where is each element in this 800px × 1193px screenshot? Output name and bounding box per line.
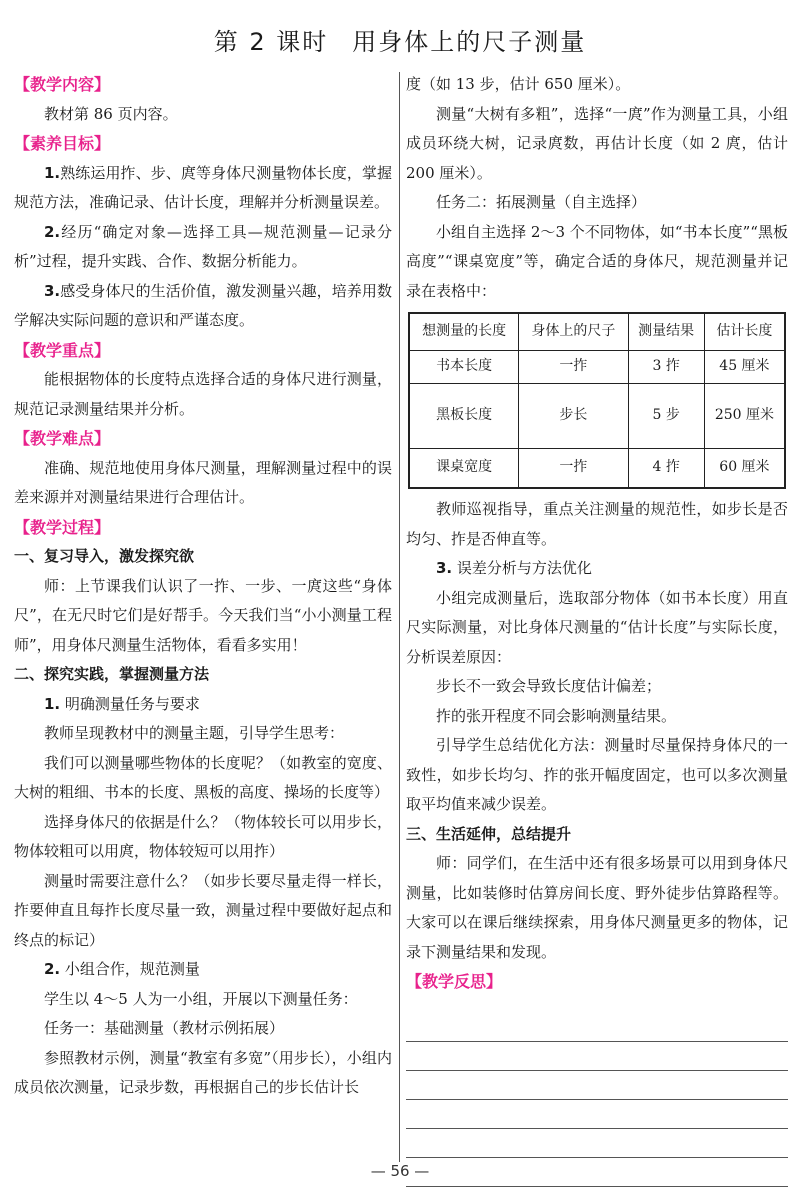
section-1-title: 一、复习导入，激发探究欲 (14, 547, 195, 565)
writing-line (406, 1071, 788, 1100)
right-column (406, 70, 788, 1187)
error-reason: 拃的张开程度不同会影响测量结果。 (436, 706, 677, 725)
table-cell: 一拃 (519, 449, 628, 489)
goal-item: 2.经历“确定对象—选择工具—规范测量—记录分析”过程，提升实践、合作、数据分析能力。 (14, 222, 392, 270)
table-cell: 4 拃 (628, 449, 704, 489)
difficulty-text: 准确、规范地使用身体尺测量，理解测量过程中的误差来源并对测量结果进行合理估计。 (14, 458, 392, 506)
task-2-title: 任务二：拓展测量（自主选择） (436, 193, 647, 211)
section-3-title: 三、生活延伸，总结提升 (406, 824, 572, 843)
task-1-continued: 度（如 13 步，估计 650 厘米）。 (406, 75, 631, 93)
table-cell: 书本长度 (409, 351, 519, 384)
measurement-table (408, 312, 786, 489)
column-divider (399, 72, 400, 1162)
step-2-intro: 学生以 4～5 人为一小组，开展以下测量任务： (44, 989, 358, 1008)
table-header-row (409, 313, 785, 351)
lesson-name: 用身体上的尺子测量 (352, 28, 587, 56)
step-1-intro: 教师呈现教材中的测量主题，引导学生思考： (44, 724, 345, 742)
table-header: 身体上的尺子 (519, 313, 628, 351)
writing-line (406, 1129, 788, 1158)
reflection-lines (406, 1013, 788, 1187)
writing-line (406, 1100, 788, 1129)
table-cell: 5 步 (628, 384, 704, 449)
section-2-title: 二、探究实践，掌握测量方法 (14, 665, 210, 683)
step-1-question: 测量时需要注意什么？（如步长要尽量走得一样长，拃要伸直且每拃长度尽量一致，测量过程中要做好起点和终点的标记） (14, 871, 392, 949)
step-3-summary: 引导学生总结优化方法：测量时尽量保持身体尺的一致性，如步长均匀、拃的张开幅度固定，也可以多次测量取平均值来减少误差。 (406, 736, 788, 813)
task-1-tree-text: 测量“大树有多粗”，选择“一庹”作为测量工具，小组成员环绕大树，记录庹数，再估计长度（如 2 庹，估计 200 厘米）。 (406, 104, 788, 182)
lesson-number: 第 2 课时 (213, 28, 329, 56)
key-point-tag: 【教学重点】 (14, 340, 111, 360)
task-1-title: 任务一：基础测量（教材示例拓展） (44, 1019, 285, 1037)
table-cell: 步长 (519, 384, 628, 449)
task-1-text: 参照教材示例，测量“教室有多宽”（用步长），小组内成员依次测量，记录步数，再根据自己的步长估计长 (14, 1048, 392, 1096)
task-2-text: 小组自主选择 2～3 个不同物体，如“书本长度”“黑板高度”“课桌宽度”等，确定合适的身体尺，规范测量并记录在表格中： (406, 222, 788, 300)
section-3-text: 师：同学们，在生活中还有很多场景可以用到身体尺测量，比如装修时估算房间长度、野外徒步估算路程等。大家可以在课后继续探索，用身体尺测量更多的物体，记录下测量结果和发现。 (406, 854, 788, 961)
table-cell: 250 厘米 (704, 384, 785, 449)
teaching-content-text: 教材第 86 页内容。 (44, 104, 178, 123)
difficulty-tag: 【教学难点】 (14, 429, 111, 448)
step-3-heading: 3. 误差分析与方法优化 (436, 559, 592, 577)
reflection-tag: 【教学反思】 (406, 972, 503, 991)
step-1-question: 我们可以测量哪些物体的长度呢？（如教室的宽度、大树的粗细、书本的长度、黑板的高度、操场的长度等） (14, 753, 392, 801)
goal-item: 1.熟练运用拃、步、庹等身体尺测量物体长度，掌握规范方法，准确记录、估计长度，理解并分析测量误差。 (14, 163, 392, 211)
table-cell: 60 厘米 (704, 449, 785, 489)
table-header: 想测量的长度 (409, 313, 519, 351)
writing-line (406, 1013, 788, 1042)
step-3-intro: 小组完成测量后，选取部分物体（如书本长度）用直尺实际测量，对比身体尺测量的“估计长度”与实际长度，分析误差原因： (406, 588, 788, 666)
table-cell: 3 拃 (628, 351, 704, 384)
step-1-heading: 1. 明确测量任务与要求 (44, 694, 200, 713)
table-cell: 一拃 (519, 351, 628, 384)
goals-tag: 【素养目标】 (14, 134, 111, 153)
key-point-text: 能根据物体的长度特点选择合适的身体尺进行测量，规范记录测量结果并分析。 (14, 370, 392, 418)
section-1-text: 师：上节课我们认识了一拃、一步、一庹这些“身体尺”，在无尺时它们是好帮手。今天我们当“小小测量工程师”，用身体尺测量生活物体，看看多实用！ (14, 576, 392, 654)
teaching-content-tag: 【教学内容】 (14, 75, 111, 94)
error-reason: 步长不一致会导致长度估计偏差； (436, 677, 662, 695)
left-column (14, 70, 392, 1103)
page-number: — 56 — (370, 1162, 430, 1180)
page-title (0, 22, 800, 57)
step-1-question: 选择身体尺的依据是什么？（物体较长可以用步长，物体较粗可以用庹，物体较短可以用拃） (14, 812, 392, 860)
process-tag: 【教学过程】 (14, 517, 111, 537)
writing-line (406, 1042, 788, 1071)
patrol-text: 教师巡视指导，重点关注测量的规范性，如步长是否均匀、拃是否伸直等。 (406, 500, 788, 548)
table-cell: 黑板长度 (409, 384, 519, 449)
table-cell: 45 厘米 (704, 351, 785, 384)
table-row (409, 449, 785, 489)
goal-item: 3.感受身体尺的生活价值，激发测量兴趣，培养用数学解决实际问题的意识和严谨态度。 (14, 281, 392, 329)
table-cell: 课桌宽度 (409, 449, 519, 489)
table-row (409, 384, 785, 449)
step-2-heading: 2. 小组合作，规范测量 (44, 960, 200, 978)
table-row (409, 351, 785, 384)
table-header: 测量结果 (628, 313, 704, 351)
table-header: 估计长度 (704, 313, 785, 351)
